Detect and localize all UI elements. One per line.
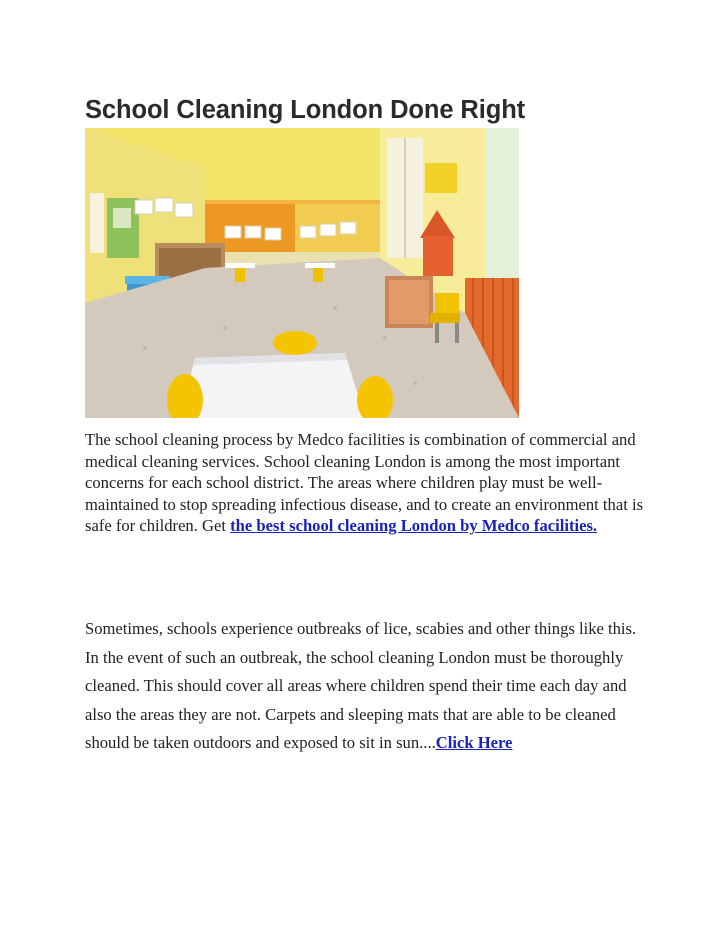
outbreak-text: Sometimes, schools experience outbreaks of lice, scabies and other things like this. In the event of such an outbreak, the school cleaning London must be thoroughly cleaned. This should cover all areas where children spend their time each day and also the areas they are not. Carpets and sleeping mats that are able to be cleaned should be taken outdoors and exposed to sit in sun.... [85,619,637,752]
intro-text: The school cleaning process by Medco facilities is combination of commercial and medical cleaning services. School cleaning London is among the most important concerns for each school district. The areas where children play must be well-maintained to stop spreading infectious disease, and to create an environment that is safe for children. Get [85,430,644,536]
best-school-cleaning-link[interactable]: the best school cleaning London by Medco facilities. [230,516,598,536]
click-here-link[interactable]: Click Here [435,733,513,752]
page-title: School Cleaning London Done Right [85,96,526,124]
outbreak-paragraph [85,615,645,758]
classroom-photo [85,128,519,418]
intro-paragraph [85,429,645,537]
